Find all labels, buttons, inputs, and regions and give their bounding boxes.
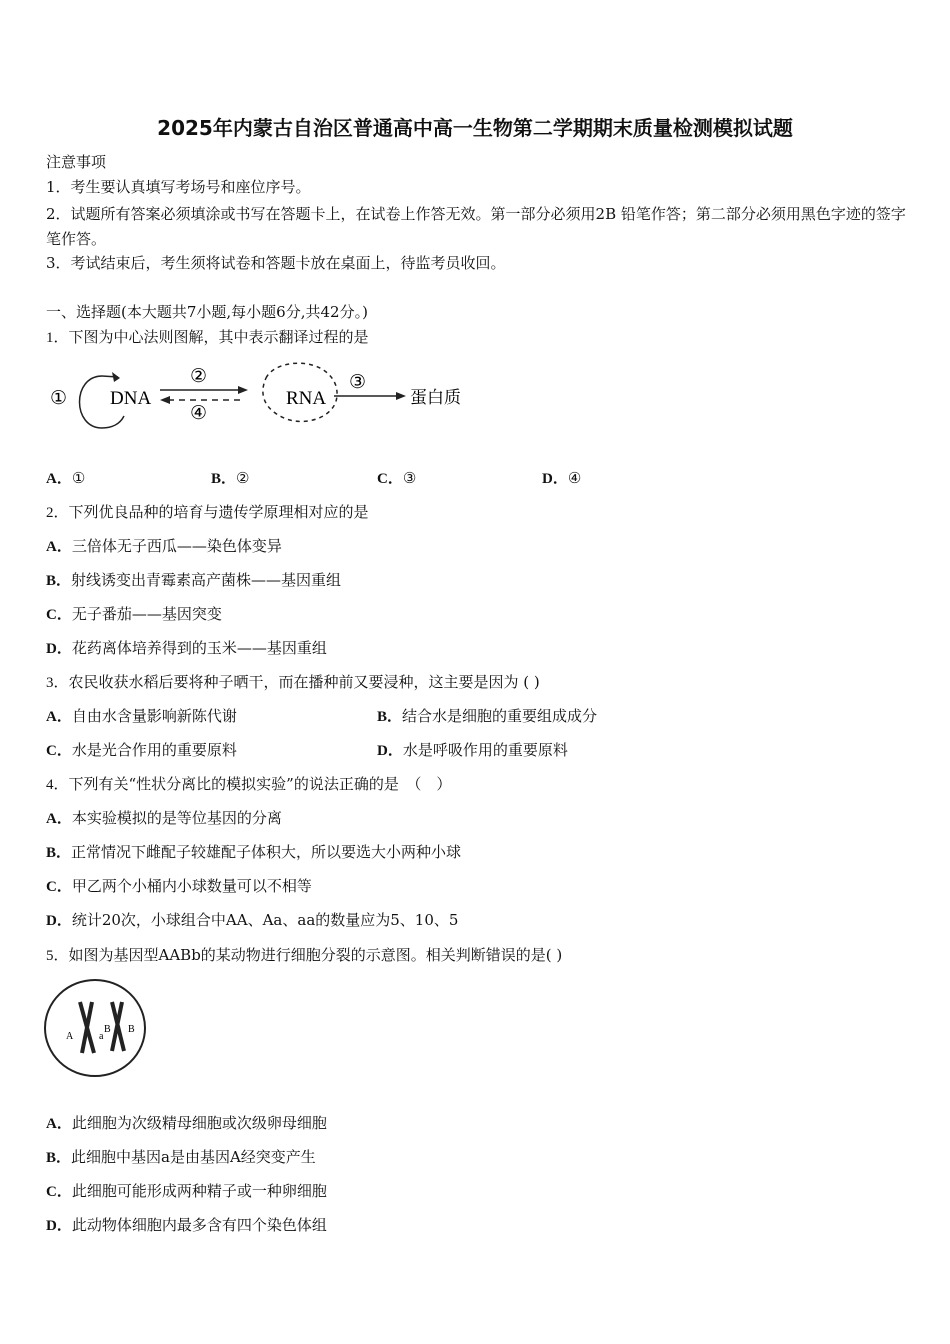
cell-division-diagram	[42, 977, 152, 1081]
question-stem: 下图为中心法则图解，其中表示翻译过程的是	[68, 328, 369, 346]
q5-option-d[interactable]: D．此动物体细胞内最多含有四个染色体组	[46, 1216, 327, 1234]
question-3	[46, 672, 540, 693]
diagram-label-3: ③	[349, 372, 367, 393]
notice-heading: 注意事项	[46, 153, 107, 171]
q2-option-c[interactable]: C．无子番茄——基因突变	[46, 605, 222, 623]
q5-option-b[interactable]: B．此细胞中基因a是由基因A经突变产生	[46, 1148, 316, 1166]
page-title: 2025年内蒙古自治区普通高中高一生物第二学期期末质量检测模拟试题	[157, 116, 793, 140]
diagram-label-1: ①	[50, 388, 68, 409]
q3-option-d[interactable]: D．水是呼吸作用的重要原料	[377, 741, 568, 759]
gene-B-left: B	[104, 1024, 111, 1035]
gene-B-right: B	[128, 1024, 135, 1035]
diagram-rna: RNA	[286, 388, 327, 409]
q4-option-c[interactable]: C．甲乙两个小桶内小球数量可以不相等	[46, 877, 312, 895]
diagram-label-4: ④	[190, 403, 208, 424]
q2-option-b[interactable]: B．射线诱变出青霉素高产菌株——基因重组	[46, 571, 342, 589]
question-number: 5．	[46, 948, 69, 964]
section-heading: 一、选择题(本大题共7小题,每小题6分,共42分。)	[46, 303, 368, 321]
q5-option-a[interactable]: A．此细胞为次级精母细胞或次级卵母细胞	[46, 1114, 327, 1132]
notice-item-3: 3．考试结束后，考生须将试卷和答题卡放在桌面上，待监考员收回。	[46, 254, 506, 272]
question-stem: 下列优良品种的培育与遗传学原理相对应的是	[68, 503, 369, 521]
question-2	[46, 502, 369, 523]
diagram-dna: DNA	[110, 388, 152, 409]
notice-item-2: 2．试题所有答案必须填涂或书写在答题卡上，在试卷上作答无效。第一部分必须用2B 铅笔作答；第二部分必须用黑色字迹的签字笔作答。	[46, 205, 906, 248]
question-stem: 农民收获水稻后要将种子晒干，而在播种前又要浸种，这主要是因为 ( )	[68, 673, 540, 691]
arrowhead-icon	[396, 392, 406, 400]
question-4	[46, 774, 451, 795]
question-number: 4．	[46, 777, 69, 793]
q2-option-a[interactable]: A．三倍体无子西瓜——染色体变异	[46, 537, 282, 555]
question-stem: 下列有关“性状分离比的模拟实验”的说法正确的是 （ ）	[68, 775, 452, 793]
question-5	[46, 945, 562, 966]
arrowhead-icon	[238, 386, 248, 394]
q4-option-b[interactable]: B．正常情况下雌配子较雄配子体积大，所以要选大小两种小球	[46, 843, 462, 861]
question-stem: 如图为基因型AABb的某动物进行细胞分裂的示意图。相关判断错误的是( )	[68, 946, 563, 964]
gene-A: A	[66, 1031, 74, 1042]
q3-option-c[interactable]: C．水是光合作用的重要原料	[46, 741, 237, 759]
notice-item-1: 1．考生要认真填写考场号和座位序号。	[46, 178, 311, 196]
q1-option-b[interactable]: B．②	[211, 469, 250, 487]
replication-arc-end	[102, 376, 118, 377]
q4-option-a[interactable]: A．本实验模拟的是等位基因的分离	[46, 809, 282, 827]
gene-a: a	[99, 1031, 104, 1042]
q3-option-b[interactable]: B．结合水是细胞的重要组成成分	[377, 707, 598, 725]
diagram-protein: 蛋白质	[410, 388, 461, 407]
question-number: 3．	[46, 675, 69, 691]
q1-option-c[interactable]: C．③	[377, 469, 417, 487]
question-1	[46, 327, 369, 348]
q1-option-a[interactable]: A．①	[46, 469, 86, 487]
q2-option-d[interactable]: D．花药离体培养得到的玉米——基因重组	[46, 639, 327, 657]
q1-option-d[interactable]: D．④	[542, 469, 582, 487]
question-number: 1．	[46, 330, 69, 346]
q4-option-d[interactable]: D．统计20次，小球组合中AA、Aa、aa的数量应为5、10、5	[46, 911, 459, 929]
question-number: 2．	[46, 505, 69, 521]
central-dogma-diagram	[44, 356, 474, 436]
q3-option-a[interactable]: A．自由水含量影响新陈代谢	[46, 707, 237, 725]
q5-option-c[interactable]: C．此细胞可能形成两种精子或一种卵细胞	[46, 1182, 327, 1200]
diagram-label-2: ②	[190, 366, 208, 387]
arrowhead-icon	[160, 396, 170, 404]
